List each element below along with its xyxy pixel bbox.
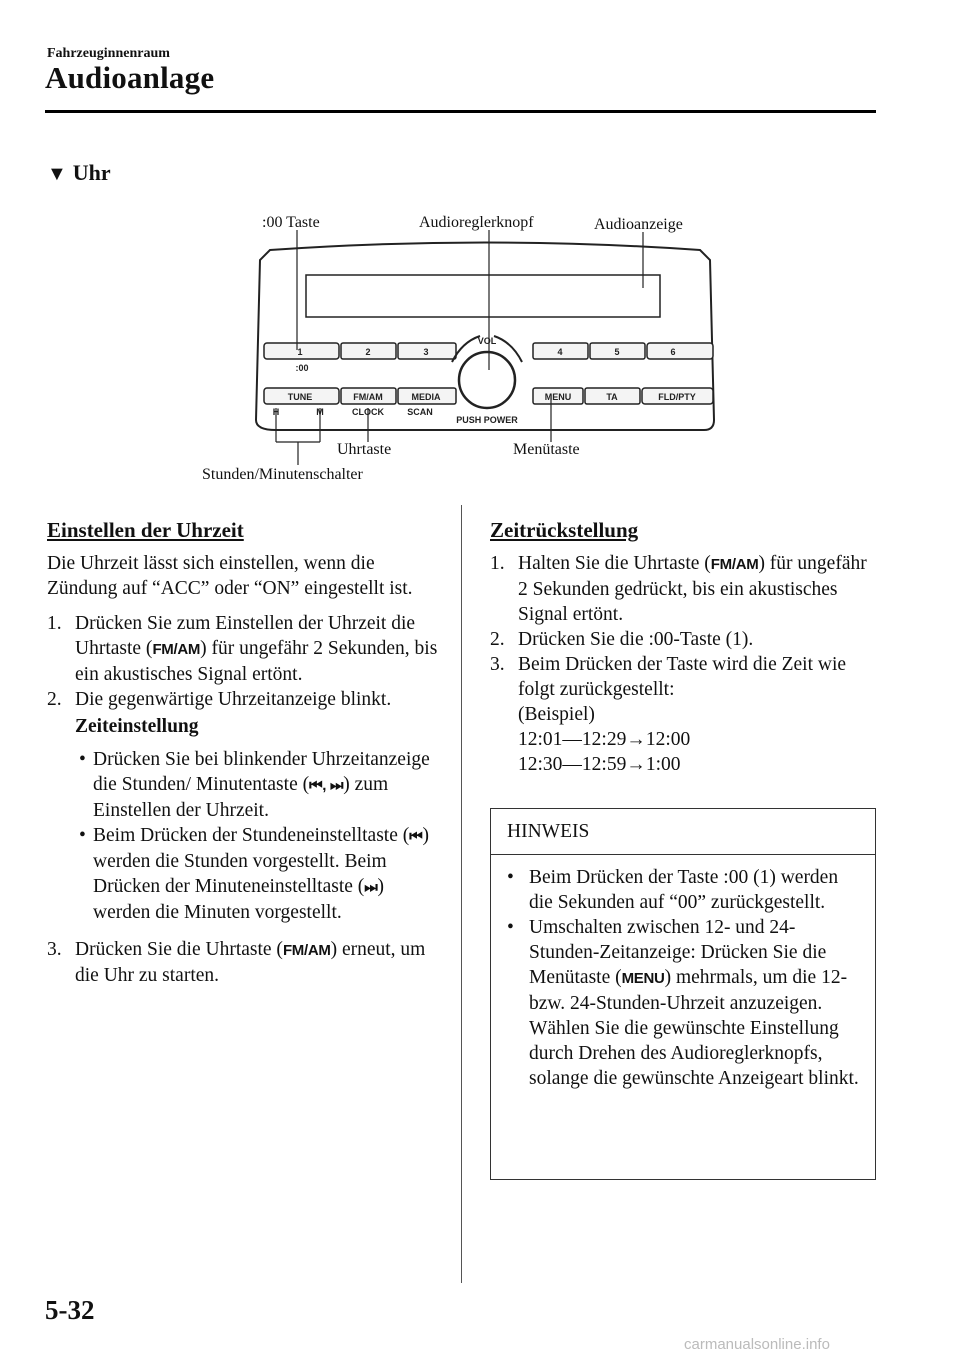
column-divider [461,505,462,1283]
triangle-down-icon: ▼ [47,163,67,185]
panel-fldpty: FLD/PTY [658,392,696,402]
panel-preset-6: 6 [670,347,676,357]
sub-heading-time-setting: Zeiteinstellung [75,716,199,737]
panel-preset-1: 1 [297,347,303,357]
label-audio-display: Audioanzeige [594,216,683,233]
right-column [490,518,875,777]
section-label: Fahrzeuginnenraum [47,46,170,61]
note-bullet-1: • Beim Drücken der Taste :00 (1) werden die Sekunden auf “00” zurückgestellt. [507,867,839,913]
menu-button-symbol: MENU [621,970,665,987]
note-bullet-2: • Umschalten zwischen 12- und 24-Stunden-Zeitanzeige: Drücken Sie die Menütaste (MENU) mehrmals, um die 12- bzw. 24-Stunden-Uhrzeit anzuzeigen. Wählen Sie die gewünschte Einstellung durch Drehen des Audioreglerknopfs, solange die gewünschte Anzeigeart blinkt. [507,917,859,1089]
panel-m: M [316,407,324,417]
bullet-2: • Beim Drücken der Stundeneinstelltaste (⏮) werden die Stunden vorgestellt. Beim Drücken der Minuteneinstelltaste (⏭) werden die Minuten vorgestellt. [79,825,429,923]
example-line-1: 12:01—12:29→12:00 [518,729,691,750]
panel-preset-2: 2 [365,347,371,357]
bullet-1: • Drücken Sie bei blinkender Uhrzeitanzeige die Stunden/ Minutentaste (⏮, ⏭) zum Einstellen der Uhrzeit. [79,749,430,821]
panel-preset-3: 3 [423,347,429,357]
right-heading: Zeitrückstellung [490,518,639,542]
fm-am-button-symbol: FM/AM [282,942,331,959]
panel-preset-5: 5 [614,347,620,357]
left-heading: Einstellen der Uhrzeit [47,518,244,542]
label-hm-switch: Stunden/Minutenschalter [202,466,363,483]
header-rule [45,110,876,113]
panel-h: H [272,407,280,417]
watermark: carmanualsonline.info [684,1336,830,1353]
left-column [47,518,442,988]
panel-menu: MENU [544,392,572,402]
left-steps [47,611,442,988]
right-step-3: 3. Beim Drücken der Taste wird die Zeit wie folgt zurückgestellt: (Beispiel) 12:01—12:29→12:00 12:30—12:59→1:00 [490,652,875,777]
page-number: 5-32 [45,1295,95,1325]
radio-panel-diagram [240,230,730,465]
label-clock-key: Uhrtaste [337,441,392,458]
fm-am-button-symbol: FM/AM [710,556,759,573]
right-step-2: 2. Drücken Sie die :00-Taste (1). [490,629,754,650]
seek-icons: ⏮, ⏭ [309,777,344,794]
left-step-1: 1. Drücken Sie zum Einstellen der Uhrzeit die Uhrtaste (FM/AM) für ungefähr 2 Sekunden, bis ein akustisches Signal ertönt. [47,613,438,685]
subsection-label: Uhr [72,160,111,185]
example-line-2: 12:30—12:59→1:00 [518,754,681,775]
fm-am-button-symbol: FM/AM [152,641,201,658]
seek-forward-icon: ⏭ [364,879,378,896]
panel-media: MEDIA [411,392,441,402]
left-step-2: 2. Die gegenwärtige Uhrzeitanzeige blinkt. Zeiteinstellung • Drücken Sie bei blinkender Uhrzeitanzeige die Stunden/ Minutentaste (⏮, ⏭) zum Einstellen der Uhrzeit. • Beim Drücken der Stundeneinstelltaste (⏮) werden die Stunden vorgestellt. Beim Drücken der Minuteneinstelltaste (⏭) werden die Minuten vorgestellt. [47,687,442,925]
note-heading: HINWEIS [491,809,875,855]
panel-fmam: FM/AM [353,392,383,402]
label-hour-key: :00 Taste [262,214,320,231]
right-steps [490,551,875,777]
panel-tune: TUNE [287,392,313,402]
panel-push-power: PUSH POWER [456,415,518,425]
note-body [491,855,875,1091]
page-title: Audioanlage [45,60,215,95]
panel-vol: VOL [477,336,497,346]
left-intro: Die Uhrzeit lässt sich einstellen, wenn die Zündung auf “ACC” oder “ON” eingestellt ist. [47,553,413,599]
label-audio-knob: Audioreglerknopf [419,214,534,231]
panel-preset-sub: :00 [295,363,309,373]
panel-clock: CLOCK [352,407,384,417]
subsection-title [47,160,111,186]
note-box [490,808,876,1180]
panel-scan: SCAN [407,407,433,417]
panel-ta: TA [606,392,618,402]
example-label: (Beispiel) [518,704,595,725]
label-menu-key: Menütaste [513,441,580,458]
left-step-3: 3. Drücken Sie die Uhrtaste (FM/AM) erneut, um die Uhr zu starten. [47,939,426,986]
right-step-1: 1. Halten Sie die Uhrtaste (FM/AM) für ungefähr 2 Sekunden gedrückt, bis ein akustisches Signal ertönt. [490,553,867,625]
seek-back-icon: ⏮ [409,828,423,845]
panel-preset-4: 4 [557,347,563,357]
